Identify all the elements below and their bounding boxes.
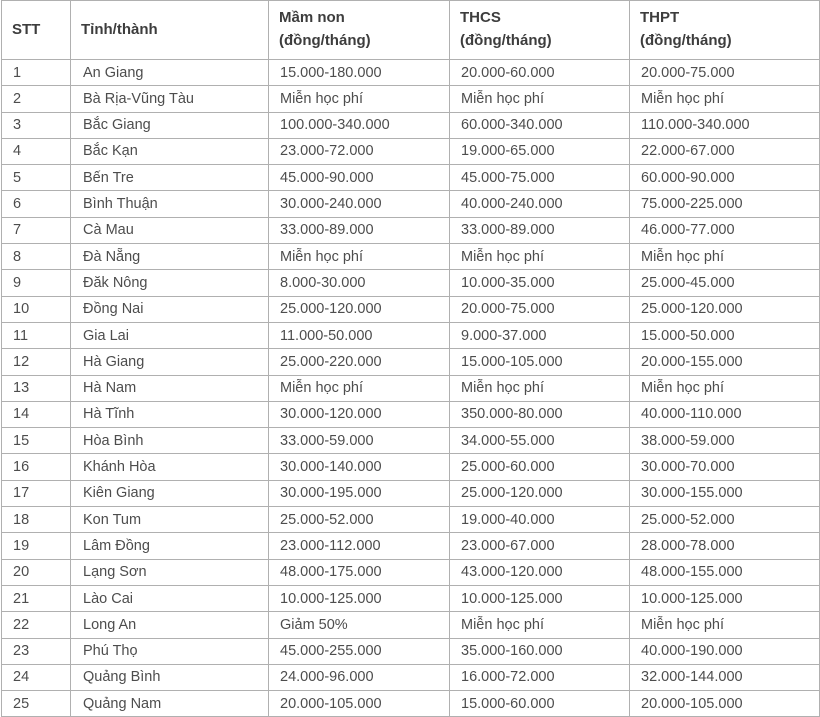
- cell-stt: 5: [2, 165, 71, 191]
- cell-stt: 10: [2, 296, 71, 322]
- cell-stt: 14: [2, 401, 71, 427]
- cell-province: Phú Thọ: [71, 638, 269, 664]
- cell-thcs-fee: Miễn học phí: [450, 86, 630, 112]
- cell-stt: 13: [2, 375, 71, 401]
- table-row: [2, 691, 820, 717]
- table-row: [2, 559, 820, 585]
- column-header-thcs-line1: THCS: [460, 9, 501, 27]
- column-header-thcs: [450, 1, 630, 60]
- cell-mamnon-fee: 33.000-89.000: [269, 217, 450, 243]
- cell-mamnon-fee: 30.000-195.000: [269, 480, 450, 506]
- column-header-province: [71, 1, 269, 60]
- column-header-mamnon-line2: (đồng/tháng): [279, 32, 371, 49]
- cell-stt: 4: [2, 138, 71, 164]
- cell-thcs-fee: 19.000-65.000: [450, 138, 630, 164]
- cell-province: Đồng Nai: [71, 296, 269, 322]
- column-header-thpt-line2: (đồng/tháng): [640, 32, 732, 49]
- table-row: [2, 165, 820, 191]
- cell-thpt-fee: 40.000-110.000: [630, 401, 820, 427]
- table-row: [2, 349, 820, 375]
- cell-province: Hòa Bình: [71, 428, 269, 454]
- table-row: [2, 138, 820, 164]
- cell-province: An Giang: [71, 60, 269, 86]
- cell-province: Bình Thuận: [71, 191, 269, 217]
- table-body: [2, 60, 820, 717]
- cell-thcs-fee: 40.000-240.000: [450, 191, 630, 217]
- column-header-mamnon-line1: Mầm non: [279, 9, 345, 27]
- cell-stt: 12: [2, 349, 71, 375]
- cell-province: Cà Mau: [71, 217, 269, 243]
- cell-province: Kiên Giang: [71, 480, 269, 506]
- cell-mamnon-fee: 100.000-340.000: [269, 112, 450, 138]
- column-header-stt-line1: STT: [12, 20, 41, 38]
- cell-stt: 2: [2, 86, 71, 112]
- table-row: [2, 612, 820, 638]
- table-row: [2, 480, 820, 506]
- cell-thpt-fee: 30.000-70.000: [630, 454, 820, 480]
- cell-stt: 7: [2, 217, 71, 243]
- cell-province: Lào Cai: [71, 585, 269, 611]
- cell-thpt-fee: Miễn học phí: [630, 244, 820, 270]
- cell-stt: 25: [2, 691, 71, 717]
- cell-thcs-fee: 20.000-75.000: [450, 296, 630, 322]
- cell-province: Khánh Hòa: [71, 454, 269, 480]
- column-header-thpt: [630, 1, 820, 60]
- table-row: [2, 428, 820, 454]
- cell-mamnon-fee: 8.000-30.000: [269, 270, 450, 296]
- cell-province: Lạng Sơn: [71, 559, 269, 585]
- cell-thpt-fee: 46.000-77.000: [630, 217, 820, 243]
- cell-mamnon-fee: Miễn học phí: [269, 244, 450, 270]
- cell-mamnon-fee: Miễn học phí: [269, 86, 450, 112]
- cell-mamnon-fee: 48.000-175.000: [269, 559, 450, 585]
- cell-thcs-fee: Miễn học phí: [450, 375, 630, 401]
- cell-stt: 22: [2, 612, 71, 638]
- cell-thpt-fee: 110.000-340.000: [630, 112, 820, 138]
- cell-province: Bắc Giang: [71, 112, 269, 138]
- cell-thpt-fee: 15.000-50.000: [630, 322, 820, 348]
- cell-thcs-fee: 60.000-340.000: [450, 112, 630, 138]
- cell-thcs-fee: 25.000-60.000: [450, 454, 630, 480]
- cell-thpt-fee: Miễn học phí: [630, 612, 820, 638]
- cell-mamnon-fee: 15.000-180.000: [269, 60, 450, 86]
- cell-thcs-fee: 16.000-72.000: [450, 664, 630, 690]
- cell-stt: 17: [2, 480, 71, 506]
- cell-stt: 21: [2, 585, 71, 611]
- cell-thpt-fee: 22.000-67.000: [630, 138, 820, 164]
- cell-stt: 6: [2, 191, 71, 217]
- table-row: [2, 191, 820, 217]
- cell-mamnon-fee: 30.000-240.000: [269, 191, 450, 217]
- cell-thcs-fee: 45.000-75.000: [450, 165, 630, 191]
- cell-thcs-fee: 15.000-60.000: [450, 691, 630, 717]
- cell-thpt-fee: Miễn học phí: [630, 375, 820, 401]
- cell-province: Đăk Nông: [71, 270, 269, 296]
- cell-stt: 3: [2, 112, 71, 138]
- cell-stt: 8: [2, 244, 71, 270]
- table-row: [2, 60, 820, 86]
- tuition-fee-table: [1, 0, 820, 717]
- cell-mamnon-fee: Miễn học phí: [269, 375, 450, 401]
- cell-province: Quảng Nam: [71, 691, 269, 717]
- cell-thpt-fee: 10.000-125.000: [630, 585, 820, 611]
- table-row: [2, 270, 820, 296]
- cell-thpt-fee: 20.000-155.000: [630, 349, 820, 375]
- cell-mamnon-fee: 30.000-140.000: [269, 454, 450, 480]
- cell-thpt-fee: 75.000-225.000: [630, 191, 820, 217]
- cell-stt: 23: [2, 638, 71, 664]
- cell-province: Gia Lai: [71, 322, 269, 348]
- table-row: [2, 401, 820, 427]
- cell-thpt-fee: 48.000-155.000: [630, 559, 820, 585]
- cell-stt: 20: [2, 559, 71, 585]
- cell-mamnon-fee: 25.000-52.000: [269, 507, 450, 533]
- table-row: [2, 375, 820, 401]
- cell-stt: 24: [2, 664, 71, 690]
- cell-stt: 15: [2, 428, 71, 454]
- cell-thcs-fee: 9.000-37.000: [450, 322, 630, 348]
- cell-thpt-fee: 25.000-45.000: [630, 270, 820, 296]
- cell-province: Bà Rịa-Vũng Tàu: [71, 86, 269, 112]
- cell-province: Hà Giang: [71, 349, 269, 375]
- cell-mamnon-fee: 23.000-112.000: [269, 533, 450, 559]
- column-header-thcs-line2: (đồng/tháng): [460, 32, 552, 49]
- cell-thcs-fee: 350.000-80.000: [450, 401, 630, 427]
- column-header-province-line1: Tỉnh/thành: [81, 20, 158, 38]
- table-row: [2, 507, 820, 533]
- cell-stt: 9: [2, 270, 71, 296]
- cell-mamnon-fee: 25.000-120.000: [269, 296, 450, 322]
- cell-province: Kon Tum: [71, 507, 269, 533]
- cell-thcs-fee: Miễn học phí: [450, 244, 630, 270]
- cell-thcs-fee: 15.000-105.000: [450, 349, 630, 375]
- cell-province: Long An: [71, 612, 269, 638]
- cell-thpt-fee: 40.000-190.000: [630, 638, 820, 664]
- table-row: [2, 244, 820, 270]
- cell-province: Lâm Đồng: [71, 533, 269, 559]
- cell-mamnon-fee: 11.000-50.000: [269, 322, 450, 348]
- cell-mamnon-fee: 24.000-96.000: [269, 664, 450, 690]
- table-header: [2, 1, 820, 60]
- column-header-thpt-line1: THPT: [640, 9, 680, 27]
- cell-thpt-fee: 25.000-52.000: [630, 507, 820, 533]
- cell-mamnon-fee: 20.000-105.000: [269, 691, 450, 717]
- cell-province: Quảng Bình: [71, 664, 269, 690]
- cell-thpt-fee: 30.000-155.000: [630, 480, 820, 506]
- cell-mamnon-fee: 10.000-125.000: [269, 585, 450, 611]
- cell-thcs-fee: 10.000-125.000: [450, 585, 630, 611]
- cell-thcs-fee: Miễn học phí: [450, 612, 630, 638]
- cell-mamnon-fee: 45.000-90.000: [269, 165, 450, 191]
- table-row: [2, 638, 820, 664]
- cell-thpt-fee: Miễn học phí: [630, 86, 820, 112]
- table-row: [2, 296, 820, 322]
- cell-province: Bắc Kạn: [71, 138, 269, 164]
- table-row: [2, 86, 820, 112]
- cell-stt: 18: [2, 507, 71, 533]
- table-row: [2, 664, 820, 690]
- cell-thcs-fee: 23.000-67.000: [450, 533, 630, 559]
- cell-thpt-fee: 32.000-144.000: [630, 664, 820, 690]
- cell-province: Đà Nẵng: [71, 244, 269, 270]
- cell-thpt-fee: 28.000-78.000: [630, 533, 820, 559]
- cell-thcs-fee: 10.000-35.000: [450, 270, 630, 296]
- table-row: [2, 322, 820, 348]
- cell-thpt-fee: 20.000-75.000: [630, 60, 820, 86]
- cell-thcs-fee: 20.000-60.000: [450, 60, 630, 86]
- cell-stt: 16: [2, 454, 71, 480]
- cell-thpt-fee: 25.000-120.000: [630, 296, 820, 322]
- table-row: [2, 217, 820, 243]
- cell-thcs-fee: 35.000-160.000: [450, 638, 630, 664]
- cell-mamnon-fee: 45.000-255.000: [269, 638, 450, 664]
- cell-stt: 19: [2, 533, 71, 559]
- cell-province: Bến Tre: [71, 165, 269, 191]
- column-header-stt: [2, 1, 71, 60]
- cell-mamnon-fee: 25.000-220.000: [269, 349, 450, 375]
- cell-thcs-fee: 43.000-120.000: [450, 559, 630, 585]
- cell-mamnon-fee: 30.000-120.000: [269, 401, 450, 427]
- table-row: [2, 112, 820, 138]
- cell-thpt-fee: 60.000-90.000: [630, 165, 820, 191]
- cell-stt: 1: [2, 60, 71, 86]
- cell-province: Hà Nam: [71, 375, 269, 401]
- column-header-mamnon: [269, 1, 450, 60]
- cell-stt: 11: [2, 322, 71, 348]
- cell-province: Hà Tĩnh: [71, 401, 269, 427]
- cell-thpt-fee: 20.000-105.000: [630, 691, 820, 717]
- table-row: [2, 454, 820, 480]
- cell-mamnon-fee: Giảm 50%: [269, 612, 450, 638]
- cell-thcs-fee: 34.000-55.000: [450, 428, 630, 454]
- cell-mamnon-fee: 33.000-59.000: [269, 428, 450, 454]
- cell-thcs-fee: 19.000-40.000: [450, 507, 630, 533]
- header-row: [2, 1, 820, 60]
- cell-thcs-fee: 33.000-89.000: [450, 217, 630, 243]
- cell-mamnon-fee: 23.000-72.000: [269, 138, 450, 164]
- table-row: [2, 533, 820, 559]
- table-row: [2, 585, 820, 611]
- cell-thcs-fee: 25.000-120.000: [450, 480, 630, 506]
- cell-thpt-fee: 38.000-59.000: [630, 428, 820, 454]
